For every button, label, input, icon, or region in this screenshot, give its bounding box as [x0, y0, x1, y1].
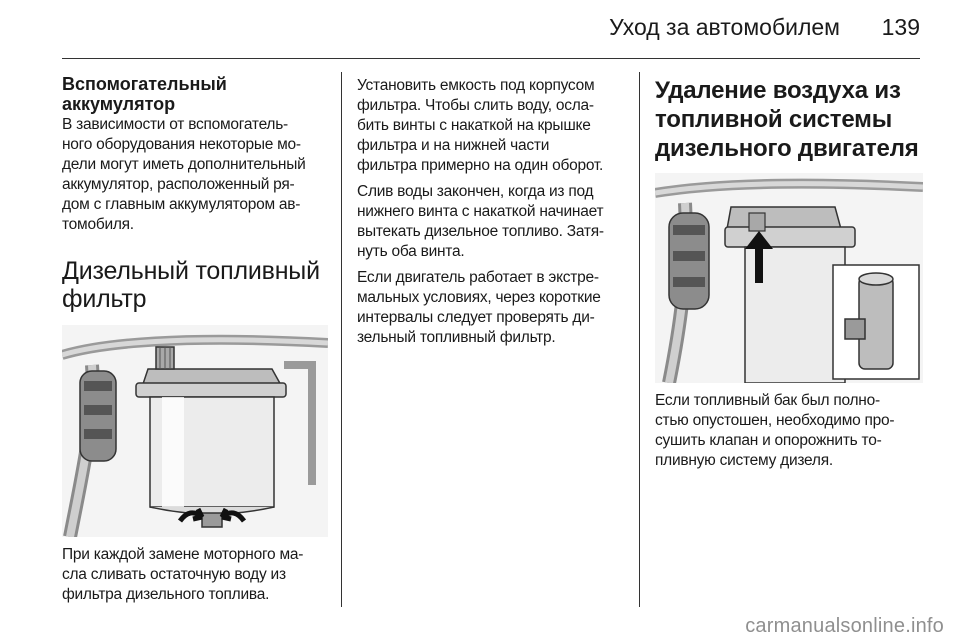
text-line: Если топливный бак был полно-: [655, 392, 880, 409]
heading-line: дизельного двигателя: [655, 135, 919, 162]
page-header: [0, 0, 960, 62]
text-line: фильтра примерно на один оборот.: [357, 157, 604, 174]
text-line: Если двигатель работает в экстре-: [357, 269, 599, 286]
bleeding-heading: [655, 76, 925, 163]
battery-heading: [62, 74, 328, 114]
text-line: сушить клапан и опорожнить то-: [655, 432, 882, 449]
text-line: фильтра. Чтобы слить воду, осла-: [357, 97, 594, 114]
column-3: [655, 76, 925, 471]
text-line: стью опустошен, необходимо про-: [655, 412, 895, 429]
section-title: Уход за автомобилем: [609, 14, 840, 40]
text-line: зельный топливный фильтр.: [357, 329, 556, 346]
fuel-filter-drawing: [62, 325, 328, 537]
text-line: ного оборудования некоторые мо-: [62, 136, 301, 153]
text-line: пливную систему дизеля.: [655, 452, 833, 469]
text-line: В зависимости от вспомогатель-: [62, 116, 288, 133]
text-line: При каждой замене моторного ма-: [62, 546, 304, 563]
drain-paragraph: [357, 76, 625, 176]
column-divider-1: [341, 72, 342, 607]
text-line: бить винты с накаткой на крышке: [357, 117, 591, 134]
text-line: дели могут иметь дополнительный: [62, 156, 306, 173]
text-line: Слив воды закончен, когда из под: [357, 183, 594, 200]
heading-line: Удаление воздуха из: [655, 77, 901, 104]
diesel-filter-heading: [62, 257, 328, 313]
bleeding-illustration: [655, 173, 923, 383]
extreme-conditions-paragraph: [357, 268, 625, 348]
fuel-filter-illustration: [62, 325, 328, 537]
text-line: аккумулятор, расположенный ря-: [62, 176, 295, 193]
text-line: дом с главным аккумулятором ав-: [62, 196, 301, 213]
text-line: нуть оба винта.: [357, 243, 465, 260]
battery-heading-line: Вспомогательный: [62, 74, 227, 94]
heading-line: топливной системы: [655, 106, 893, 133]
battery-heading-line: аккумулятор: [62, 94, 176, 114]
battery-paragraph: [62, 115, 328, 235]
heading-line: Дизельный топливный: [62, 257, 320, 285]
bleeding-drawing: [655, 173, 923, 383]
drain-finished-paragraph: [357, 182, 625, 262]
text-line: вытекать дизельное топливо. Затя-: [357, 223, 604, 240]
page-number: 139: [881, 14, 920, 40]
filter-paragraph: [62, 545, 328, 605]
header-rule: [62, 58, 920, 59]
text-line: фильтра дизельного топлива.: [62, 586, 270, 603]
column-1: [62, 74, 328, 605]
text-line: томобиля.: [62, 216, 134, 233]
heading-line: фильтр: [62, 285, 147, 313]
text-line: Установить емкость под корпусом: [357, 77, 595, 94]
text-line: сла сливать остаточную воду из: [62, 566, 286, 583]
text-line: мальных условиях, через короткие: [357, 289, 601, 306]
column-2: [357, 76, 625, 348]
text-line: фильтра и на нижней части: [357, 137, 550, 154]
watermark-text: carmanualsonline.info: [745, 615, 944, 637]
text-line: нижнего винта с накаткой начинает: [357, 203, 604, 220]
text-line: интервалы следует проверять ди-: [357, 309, 595, 326]
column-divider-2: [639, 72, 640, 607]
bleeding-paragraph: [655, 391, 925, 471]
